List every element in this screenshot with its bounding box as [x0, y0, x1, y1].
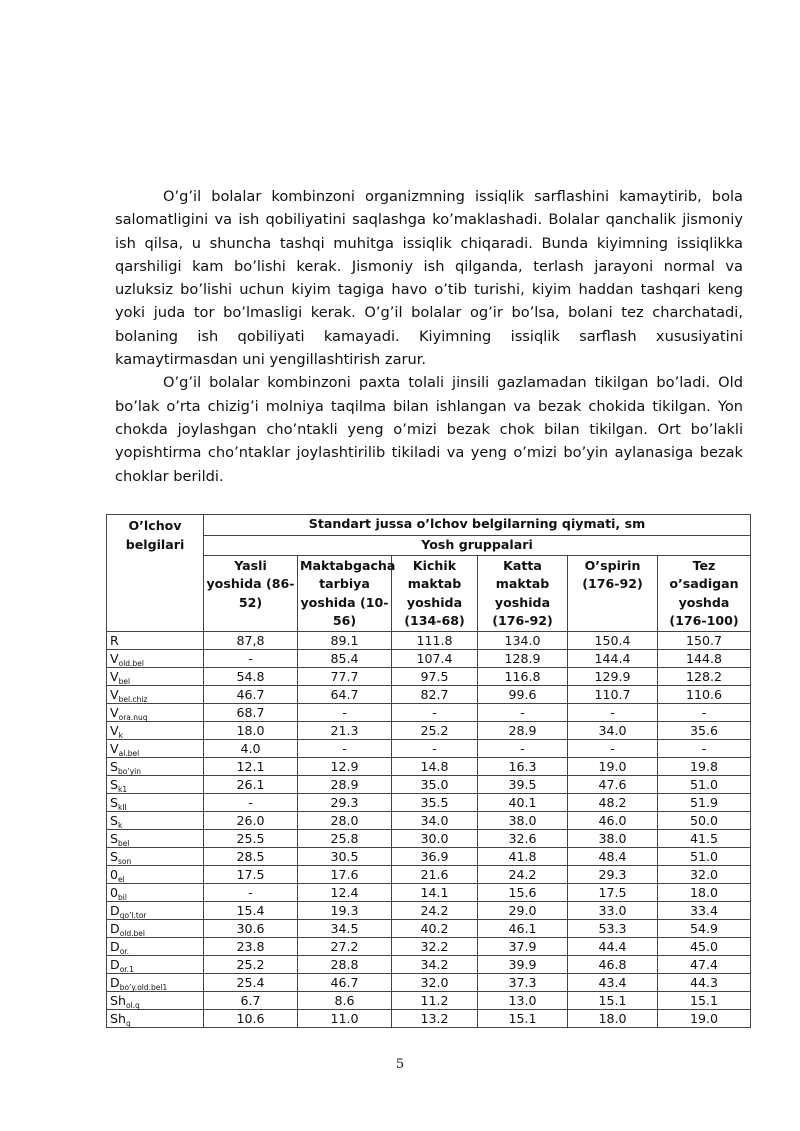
measurement-table — [106, 514, 751, 1028]
measurement-subscript: bo’y.old.bel1 — [119, 982, 168, 992]
value-cell: 68.7 — [204, 703, 298, 721]
value-cell: 33.4 — [658, 901, 751, 919]
value-cell: 97.5 — [392, 667, 478, 685]
table-row — [107, 991, 751, 1009]
measurement-subscript: son — [118, 856, 132, 866]
value-cell: 12.4 — [298, 883, 392, 901]
measurement-subscript: qo’l.tor — [119, 910, 147, 920]
body-text — [115, 185, 743, 488]
value-cell: 26.1 — [204, 775, 298, 793]
table-row — [107, 685, 751, 703]
value-cell: 46.1 — [478, 919, 568, 937]
measurement-symbol: D — [110, 902, 120, 918]
value-cell: 36.9 — [392, 847, 478, 865]
value-cell: 25.4 — [204, 973, 298, 991]
value-cell: 30.6 — [204, 919, 298, 937]
measurement-label — [107, 775, 204, 793]
value-cell: 87,8 — [204, 631, 298, 649]
measurement-label — [107, 937, 204, 955]
table-row — [107, 901, 751, 919]
table-row — [107, 847, 751, 865]
measurement-label — [107, 757, 204, 775]
value-cell: 43.4 — [568, 973, 658, 991]
value-cell: 21.3 — [298, 721, 392, 739]
measurement-label — [107, 793, 204, 811]
value-cell: 6.7 — [204, 991, 298, 1009]
value-cell: 12.9 — [298, 757, 392, 775]
value-cell: 150.7 — [658, 631, 751, 649]
measurement-label — [107, 865, 204, 883]
value-cell: 15.1 — [478, 1009, 568, 1027]
value-cell: 32.0 — [658, 865, 751, 883]
value-cell: 128.2 — [658, 667, 751, 685]
value-cell: 15.1 — [658, 991, 751, 1009]
value-cell: 25.2 — [204, 955, 298, 973]
value-cell: 128.9 — [478, 649, 568, 667]
measurement-subscript: old.bel — [118, 658, 144, 668]
measurement-label — [107, 739, 204, 757]
value-cell: 40.1 — [478, 793, 568, 811]
value-cell: 48.2 — [568, 793, 658, 811]
table-head — [107, 515, 751, 632]
value-cell: 54.9 — [658, 919, 751, 937]
value-cell: 44.3 — [658, 973, 751, 991]
measurement-symbol: D — [110, 920, 120, 936]
value-cell: 40.2 — [392, 919, 478, 937]
table-row — [107, 667, 751, 685]
column-header: Yasli yoshida (86-52) — [204, 555, 298, 631]
value-cell: - — [568, 739, 658, 757]
measurement-symbol: D — [110, 956, 120, 972]
measurement-symbol: V — [110, 740, 119, 756]
value-cell: 34.0 — [568, 721, 658, 739]
value-cell: - — [204, 649, 298, 667]
header-age-groups: Yosh gruppalari — [204, 536, 751, 556]
value-cell: 85.4 — [298, 649, 392, 667]
value-cell: 89.1 — [298, 631, 392, 649]
value-cell: 37.9 — [478, 937, 568, 955]
value-cell: 44.4 — [568, 937, 658, 955]
measurement-label — [107, 649, 204, 667]
value-cell: 16.3 — [478, 757, 568, 775]
measurement-label — [107, 991, 204, 1009]
value-cell: 19.8 — [658, 757, 751, 775]
measurement-subscript: k — [118, 730, 123, 740]
value-cell: 25.8 — [298, 829, 392, 847]
measurement-symbol: 0 — [110, 866, 119, 882]
value-cell: - — [298, 703, 392, 721]
measurement-subscript: old.bel — [119, 928, 145, 938]
value-cell: 144.4 — [568, 649, 658, 667]
value-cell: 13.2 — [392, 1009, 478, 1027]
measurement-label — [107, 1009, 204, 1027]
header-measurement-signs: O’lchov belgilari — [107, 515, 204, 632]
value-cell: - — [658, 703, 751, 721]
measurement-symbol: V — [110, 650, 119, 666]
value-cell: 107.4 — [392, 649, 478, 667]
value-cell: 51.0 — [658, 775, 751, 793]
value-cell: 21.6 — [392, 865, 478, 883]
measurement-subscript: ol.q — [125, 1000, 140, 1010]
value-cell: - — [298, 739, 392, 757]
table-body — [107, 631, 751, 1027]
value-cell: 51.0 — [658, 847, 751, 865]
value-cell: 11.2 — [392, 991, 478, 1009]
measurement-symbol: V — [110, 686, 119, 702]
measurement-subscript: el — [118, 874, 125, 884]
value-cell: - — [478, 739, 568, 757]
measurement-label — [107, 883, 204, 901]
value-cell: 35.5 — [392, 793, 478, 811]
value-cell: 34.5 — [298, 919, 392, 937]
value-cell: 32.0 — [392, 973, 478, 991]
value-cell: - — [568, 703, 658, 721]
value-cell: 14.8 — [392, 757, 478, 775]
value-cell: 13.0 — [478, 991, 568, 1009]
measurement-label — [107, 667, 204, 685]
column-header: Maktabgacha tarbiya yoshida (10-56) — [298, 555, 392, 631]
value-cell: 28.9 — [298, 775, 392, 793]
value-cell: 64.7 — [298, 685, 392, 703]
value-cell: 110.7 — [568, 685, 658, 703]
measurement-symbol: S — [110, 812, 118, 828]
measurement-symbol: R — [110, 632, 119, 648]
measurement-symbol: Sh — [110, 1010, 126, 1026]
value-cell: 37.3 — [478, 973, 568, 991]
value-cell: 28.0 — [298, 811, 392, 829]
value-cell: 19.0 — [568, 757, 658, 775]
paragraph-1: O’g’il bolalar kombinzoni organizmning issiqlik sarflashini kamaytirib, bola salomatligini va ish qobiliyatini saqlashga ko’maklashadi. Bolalar qanchalik jismoniy ish qilsa, u shuncha tashqi muhitga issiqlik chiqaradi. Bunda kiyimning issiqlikka qarshiligi kam bo’lishi kerak. Jismoniy ish qilganda, terlash jarayoni normal va uzluksiz bo’lishi uchun kiyim tagiga havo o’tib turishi, kiyim haddan tashqari keng yoki juda tor bo’lmasligi kerak. O’g’il bolalar og’ir bo’lsa, bolani tez charchatadi, bolaning ish qobiliyati kamayadi. Kiyimning issiqlik sarflash xususiyatini kamaytirmasdan uni yengillashtirish zarur. — [115, 188, 743, 369]
measurement-subscript: q — [125, 1018, 131, 1028]
value-cell: 19.3 — [298, 901, 392, 919]
measurement-symbol: S — [110, 758, 118, 774]
value-cell: 32.6 — [478, 829, 568, 847]
table-row — [107, 631, 751, 649]
value-cell: 17.5 — [204, 865, 298, 883]
measurement-label — [107, 703, 204, 721]
value-cell: 45.0 — [658, 937, 751, 955]
value-cell: 41.5 — [658, 829, 751, 847]
table-row — [107, 1009, 751, 1027]
table-row — [107, 973, 751, 991]
measurement-label — [107, 919, 204, 937]
value-cell: 111.8 — [392, 631, 478, 649]
value-cell: 29.3 — [298, 793, 392, 811]
value-cell: 46.8 — [568, 955, 658, 973]
value-cell: 27.2 — [298, 937, 392, 955]
measurement-subscript: bo’yin — [118, 766, 142, 776]
value-cell: 99.6 — [478, 685, 568, 703]
value-cell: 25.2 — [392, 721, 478, 739]
measurement-subscript: bil — [118, 892, 127, 902]
value-cell: 46.0 — [568, 811, 658, 829]
measurement-label — [107, 811, 204, 829]
value-cell: 30.0 — [392, 829, 478, 847]
value-cell: 18.0 — [204, 721, 298, 739]
measurement-subscript: bel — [118, 676, 131, 686]
measurement-symbol: V — [110, 722, 119, 738]
value-cell: 25.5 — [204, 829, 298, 847]
value-cell: 50.0 — [658, 811, 751, 829]
value-cell: 14.1 — [392, 883, 478, 901]
measurement-subscript: bel.chiz — [118, 694, 148, 704]
value-cell: 19.0 — [658, 1009, 751, 1027]
value-cell: 34.0 — [392, 811, 478, 829]
table-row — [107, 955, 751, 973]
value-cell: 32.2 — [392, 937, 478, 955]
column-header: Katta maktab yoshida (176-92) — [478, 555, 568, 631]
paragraph-2: O’g’il bolalar kombinzoni paxta tolali jinsili gazlamadan tikilgan bo’ladi. Old bo’lak o’rta chizig’i molniya taqilma bilan ishlangan va bezak chokida tikilgan. Yon chokda joylashgan cho’ntakli yeng o’mizi bezak chok bilan tikilgan. Ort bo’lakli yopishtirma cho’ntaklar joylashtirilib tikiladi va yeng o’mizi bo’yin aylanasiga bezak choklar berildi. — [115, 374, 743, 485]
value-cell: 51.9 — [658, 793, 751, 811]
value-cell: 39.5 — [478, 775, 568, 793]
column-header: Kichik maktab yoshida (134-68) — [392, 555, 478, 631]
value-cell: 15.6 — [478, 883, 568, 901]
value-cell: - — [204, 793, 298, 811]
value-cell: 26.0 — [204, 811, 298, 829]
measurement-subscript: k — [118, 820, 123, 830]
value-cell: 12.1 — [204, 757, 298, 775]
measurement-subscript: k1 — [118, 784, 128, 794]
value-cell: 38.0 — [478, 811, 568, 829]
value-cell: 47.6 — [568, 775, 658, 793]
value-cell: 24.2 — [392, 901, 478, 919]
value-cell: 35.6 — [658, 721, 751, 739]
table-row — [107, 919, 751, 937]
value-cell: - — [658, 739, 751, 757]
value-cell: 48.4 — [568, 847, 658, 865]
value-cell: 28.9 — [478, 721, 568, 739]
page-number: 5 — [395, 1057, 405, 1072]
measurement-symbol: V — [110, 668, 119, 684]
table-row — [107, 703, 751, 721]
measurement-label — [107, 973, 204, 991]
value-cell: 47.4 — [658, 955, 751, 973]
value-cell: 110.6 — [658, 685, 751, 703]
table-row — [107, 775, 751, 793]
measurement-symbol: D — [110, 974, 120, 990]
table-row — [107, 649, 751, 667]
value-cell: 116.8 — [478, 667, 568, 685]
table-row — [107, 937, 751, 955]
measurement-label — [107, 901, 204, 919]
value-cell: 4.0 — [204, 739, 298, 757]
measurement-label — [107, 829, 204, 847]
value-cell: 23.8 — [204, 937, 298, 955]
value-cell: 15.4 — [204, 901, 298, 919]
measurement-symbol: S — [110, 848, 118, 864]
value-cell: 29.0 — [478, 901, 568, 919]
value-cell: 17.5 — [568, 883, 658, 901]
column-header: O’spirin (176-92) — [568, 555, 658, 631]
value-cell: 82.7 — [392, 685, 478, 703]
measurement-subscript: al.bel — [118, 748, 140, 758]
measurement-symbol: V — [110, 704, 119, 720]
value-cell: 11.0 — [298, 1009, 392, 1027]
table-row — [107, 757, 751, 775]
table-row — [107, 883, 751, 901]
value-cell: 18.0 — [658, 883, 751, 901]
measurement-table-container — [106, 514, 750, 1028]
value-cell: 30.5 — [298, 847, 392, 865]
value-cell: 46.7 — [204, 685, 298, 703]
measurement-symbol: D — [110, 938, 120, 954]
value-cell: 29.3 — [568, 865, 658, 883]
value-cell: 46.7 — [298, 973, 392, 991]
measurement-symbol: 0 — [110, 884, 119, 900]
value-cell: 38.0 — [568, 829, 658, 847]
value-cell: 18.0 — [568, 1009, 658, 1027]
measurement-label — [107, 685, 204, 703]
table-row — [107, 865, 751, 883]
table-row — [107, 721, 751, 739]
value-cell: 134.0 — [478, 631, 568, 649]
measurement-symbol: S — [110, 830, 118, 846]
value-cell: 35.0 — [392, 775, 478, 793]
table-row — [107, 811, 751, 829]
measurement-symbol: Sh — [110, 992, 126, 1008]
value-cell: 34.2 — [392, 955, 478, 973]
value-cell: 15.1 — [568, 991, 658, 1009]
value-cell: 10.6 — [204, 1009, 298, 1027]
value-cell: 53.3 — [568, 919, 658, 937]
value-cell: 77.7 — [298, 667, 392, 685]
value-cell: 8.6 — [298, 991, 392, 1009]
value-cell: 17.6 — [298, 865, 392, 883]
measurement-symbol: S — [110, 794, 118, 810]
value-cell: 144.8 — [658, 649, 751, 667]
column-header: Tez o’sadigan yoshda (176-100) — [658, 555, 751, 631]
measurement-symbol: S — [110, 776, 118, 792]
header-standard-values: Standart jussa o’lchov belgilarning qiymati, sm — [204, 515, 751, 536]
value-cell: 24.2 — [478, 865, 568, 883]
value-cell: 28.5 — [204, 847, 298, 865]
table-row — [107, 829, 751, 847]
measurement-label — [107, 631, 204, 649]
measurement-label — [107, 847, 204, 865]
value-cell: 54.8 — [204, 667, 298, 685]
value-cell: 39.9 — [478, 955, 568, 973]
measurement-subscript: ora.nuq — [118, 712, 148, 722]
value-cell: - — [204, 883, 298, 901]
value-cell: - — [392, 703, 478, 721]
measurement-label — [107, 721, 204, 739]
value-cell: 33.0 — [568, 901, 658, 919]
value-cell: 41.8 — [478, 847, 568, 865]
measurement-subscript: or. — [119, 946, 130, 956]
table-row — [107, 739, 751, 757]
measurement-label — [107, 955, 204, 973]
value-cell: 28.8 — [298, 955, 392, 973]
measurement-subscript: bel — [118, 838, 130, 848]
value-cell: - — [478, 703, 568, 721]
value-cell: - — [392, 739, 478, 757]
measurement-subscript: or.1 — [119, 964, 134, 974]
table-row — [107, 793, 751, 811]
value-cell: 129.9 — [568, 667, 658, 685]
measurement-subscript: kII — [118, 802, 127, 812]
value-cell: 150.4 — [568, 631, 658, 649]
